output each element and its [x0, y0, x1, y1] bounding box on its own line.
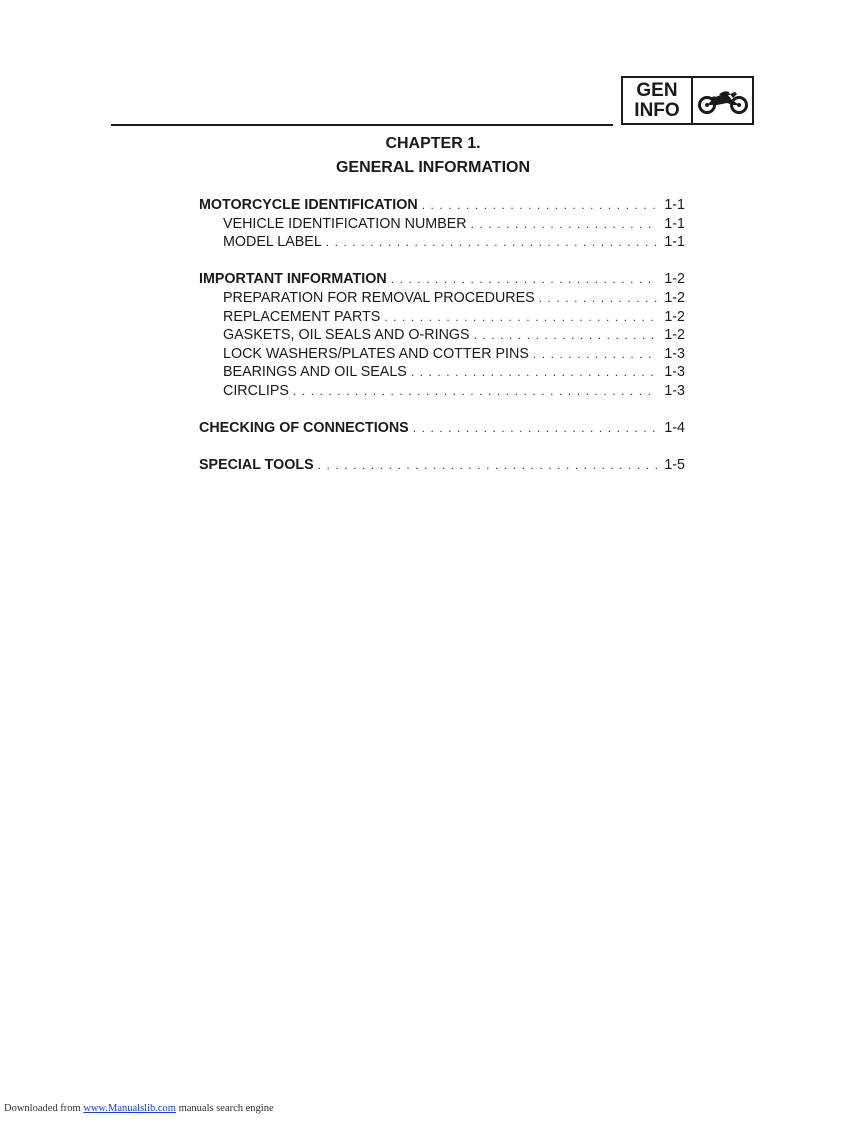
- toc-subsection[interactable]: [199, 215, 685, 234]
- toc-leader-dots: [539, 289, 657, 308]
- toc-section[interactable]: [199, 419, 685, 438]
- toc-label: GASKETS, OIL SEALS AND O-RINGS: [223, 327, 470, 344]
- toc-page-number: 1-1: [664, 234, 685, 251]
- footer-suffix: manuals search engine: [178, 1103, 274, 1114]
- toc-leader-dots: [411, 363, 657, 382]
- toc-subsection[interactable]: [199, 308, 685, 327]
- toc-leader-dots: [474, 326, 657, 345]
- toc-label: BEARINGS AND OIL SEALS: [223, 364, 407, 381]
- toc-leader-dots: [471, 215, 657, 234]
- toc-label: LOCK WASHERS/PLATES AND COTTER PINS: [223, 345, 529, 362]
- section-tab-label: [623, 78, 693, 123]
- toc-label: MODEL LABEL: [223, 234, 322, 251]
- toc-label: IMPORTANT INFORMATION: [199, 271, 387, 288]
- section-tab: [621, 76, 754, 125]
- chapter-title: GENERAL INFORMATION: [335, 159, 531, 176]
- toc-leader-dots: [413, 419, 657, 438]
- toc-label: CHECKING OF CONNECTIONS: [199, 420, 409, 437]
- toc-subsection[interactable]: [199, 363, 685, 382]
- toc-leader-dots: [318, 456, 657, 475]
- toc-leader-dots: [391, 270, 657, 289]
- toc-page-number: 1-4: [664, 420, 685, 437]
- toc-page-number: 1-2: [664, 271, 685, 288]
- tab-line-2: INFO: [634, 99, 680, 121]
- toc-leader-dots: [384, 308, 657, 327]
- footer-link[interactable]: www.Manualslib.com: [83, 1103, 176, 1114]
- toc-page-number: 1-2: [664, 289, 685, 306]
- toc-section[interactable]: [199, 196, 685, 215]
- toc-section[interactable]: [199, 456, 685, 475]
- toc-label: REPLACEMENT PARTS: [223, 308, 381, 325]
- toc-leader-dots: [533, 345, 657, 364]
- tab-line-1: GEN: [636, 79, 678, 101]
- toc-page-number: 1-2: [664, 308, 685, 325]
- toc-page-number: 1-1: [664, 197, 685, 213]
- toc-page-number: 1-2: [664, 327, 685, 344]
- toc-subsection[interactable]: [199, 345, 685, 364]
- chapter-number: CHAPTER 1.: [385, 135, 481, 152]
- toc-leader-dots: [422, 196, 657, 215]
- toc-label: CIRCLIPS: [223, 382, 289, 399]
- toc-label: VEHICLE IDENTIFICATION NUMBER: [223, 215, 467, 232]
- toc-page-number: 1-3: [664, 345, 685, 362]
- toc-leader-dots: [293, 382, 657, 401]
- motorcycle-icon: [693, 78, 752, 123]
- toc-subsection[interactable]: [199, 233, 685, 252]
- toc-subsection[interactable]: [199, 289, 685, 308]
- toc-label: PREPARATION FOR REMOVAL PROCEDURES: [223, 289, 535, 306]
- toc-page-number: 1-3: [664, 382, 685, 399]
- header-rule: [111, 124, 613, 126]
- toc-label: SPECIAL TOOLS: [199, 457, 314, 474]
- toc-label: MOTORCYCLE IDENTIFICATION: [199, 197, 418, 213]
- toc-subsection[interactable]: [199, 326, 685, 345]
- toc-subsection[interactable]: [199, 382, 685, 401]
- toc-page-number: 1-1: [664, 215, 685, 232]
- toc-section[interactable]: [199, 270, 685, 289]
- footer: [4, 1103, 274, 1114]
- toc-page-number: 1-5: [664, 457, 685, 474]
- toc-leader-dots: [326, 233, 657, 252]
- table-of-contents: [199, 196, 685, 475]
- footer-prefix: Downloaded from: [4, 1103, 81, 1114]
- toc-page-number: 1-3: [664, 364, 685, 381]
